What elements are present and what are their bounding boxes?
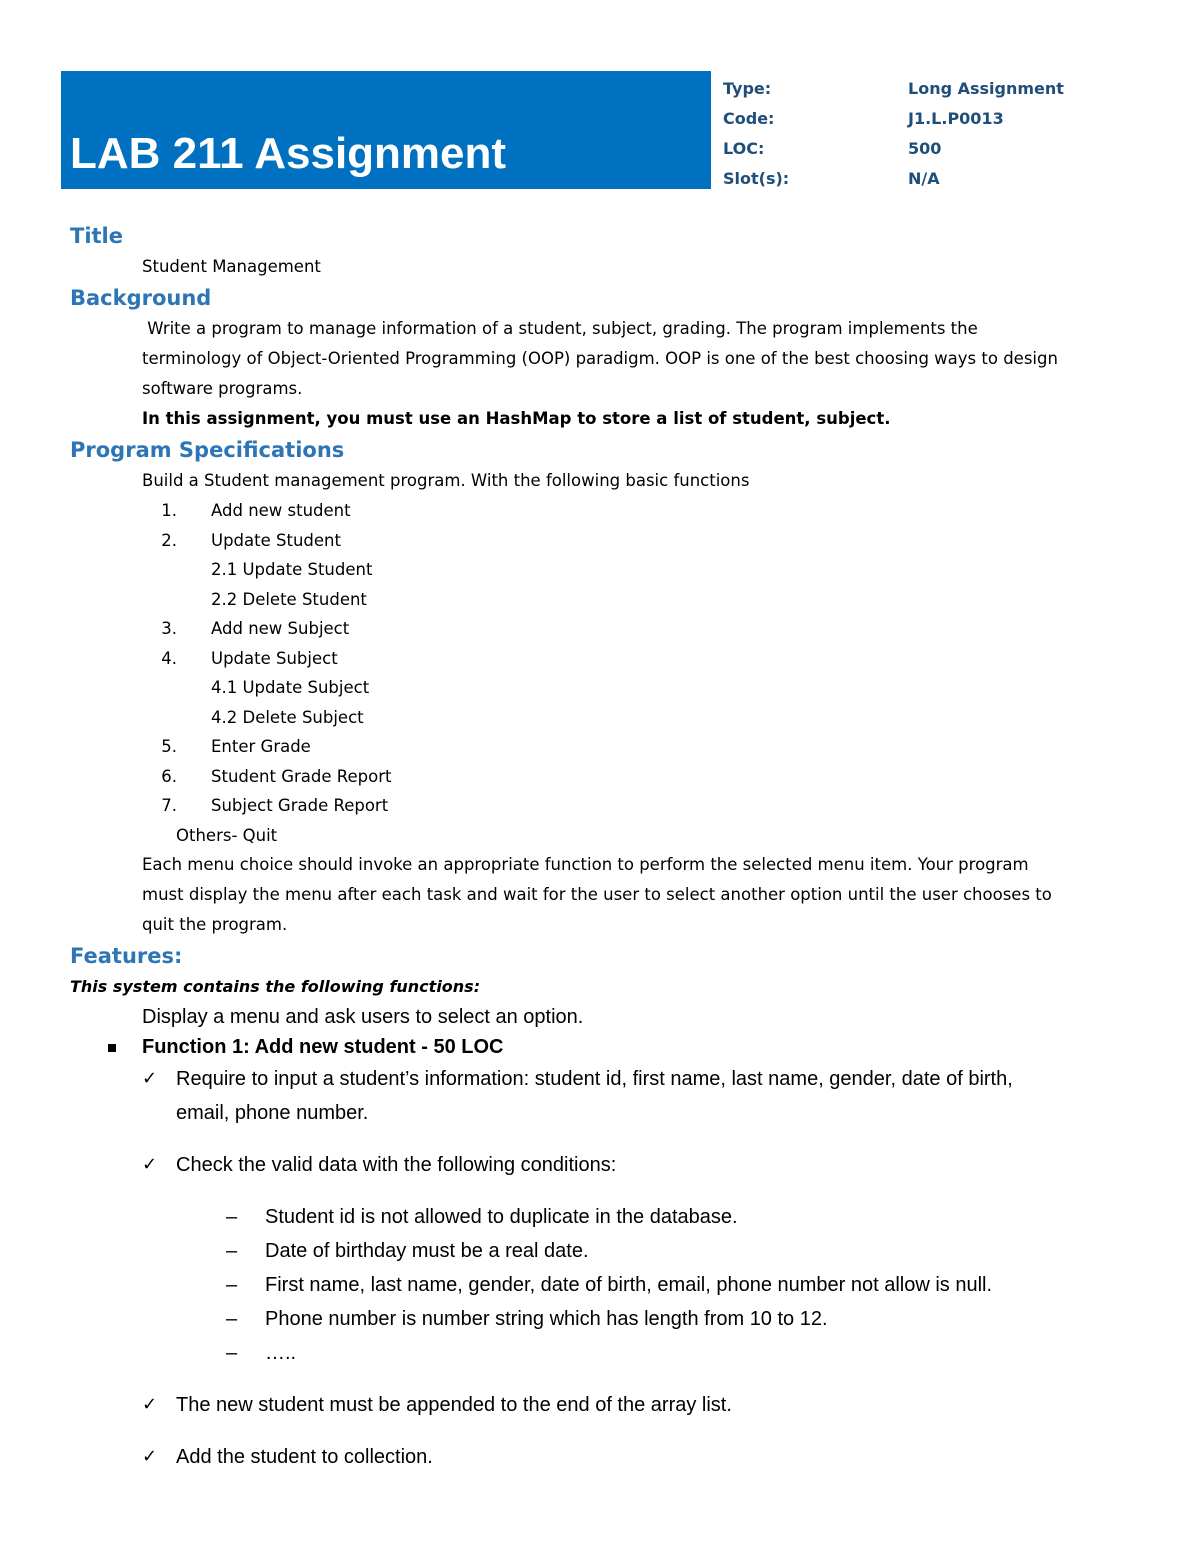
section-heading-spec: Program Specifications — [70, 438, 345, 462]
background-line: software programs. — [142, 379, 303, 398]
dash-bullet-icon: – — [226, 1240, 238, 1262]
list-number: 6. — [161, 766, 177, 786]
function-1-item — [70, 1032, 1150, 1062]
meta-value: J1.L.P0013 — [908, 109, 1004, 128]
list-label: Add new student — [211, 501, 351, 520]
background-emphasis: In this assignment, you must use an HashMap to store a list of student, subject. — [142, 409, 891, 428]
others-quit-item: Others- Quit — [176, 825, 278, 845]
features-caption: This system contains the following functions: — [70, 977, 481, 996]
meta-label: Code: — [723, 109, 775, 128]
list-number: 4. — [161, 648, 177, 668]
sub-list-item: 2.2 Delete Student — [211, 589, 367, 609]
list-number: 5. — [161, 737, 177, 756]
background-line: Write a program to manage information of a student, subject, grading. The program implements the — [142, 319, 978, 338]
spec-intro: Build a Student management program. With the following basic functions — [142, 471, 750, 490]
assignment-meta — [723, 74, 1143, 194]
square-bullet-icon — [108, 1044, 116, 1052]
list-label: Student Grade Report — [211, 766, 392, 786]
title-text: Student Management — [142, 257, 321, 276]
sub-list-item: 4.2 Delete Subject — [211, 707, 364, 727]
condition-item — [70, 1268, 1150, 1302]
sub-list-item: 2.1 Update Student — [211, 560, 373, 579]
list-item — [142, 762, 1150, 792]
condition-item — [70, 1200, 1150, 1234]
check-item-validation — [70, 1148, 1150, 1182]
meta-row-code — [723, 104, 1143, 134]
check-item-append — [70, 1388, 1150, 1422]
require-line: email, phone number. — [176, 1102, 369, 1124]
checkmark-icon: ✓ — [142, 1068, 158, 1089]
list-item — [142, 791, 1150, 821]
require-line: Require to input a student’s information: student id, first name, last name, gender, date of birth, — [176, 1068, 1013, 1090]
list-number: 1. — [161, 501, 177, 520]
list-item — [142, 614, 1150, 644]
spec-closing-line: must display the menu after each task and wait for the user to select another option until the user chooses to — [142, 885, 1052, 904]
function-list — [142, 496, 1150, 850]
menu-text: Display a menu and ask users to select an option. — [142, 1006, 584, 1028]
add-text: Add the student to collection. — [176, 1446, 433, 1468]
meta-value: Long Assignment — [908, 79, 1064, 98]
check-item-add — [70, 1440, 1150, 1474]
meta-row-slots — [723, 164, 1143, 194]
dash-bullet-icon: – — [226, 1206, 238, 1228]
checkmark-icon: ✓ — [142, 1394, 158, 1415]
list-label: Enter Grade — [211, 737, 311, 756]
check-item-require — [70, 1062, 1150, 1130]
condition-item — [70, 1234, 1150, 1268]
spec-closing-line: quit the program. — [142, 915, 288, 934]
spec-closing-line: Each menu choice should invoke an appropriate function to perform the selected menu item. Your program — [142, 855, 1029, 874]
list-label: Update Subject — [211, 648, 338, 668]
spec-closing — [142, 850, 1150, 940]
condition-text: ….. — [265, 1342, 297, 1364]
meta-label: LOC: — [723, 139, 765, 158]
checkmark-icon: ✓ — [142, 1154, 158, 1175]
section-heading-background: Background — [70, 286, 212, 310]
meta-value: N/A — [908, 169, 940, 188]
meta-row-type — [723, 74, 1143, 104]
condition-item — [70, 1336, 1150, 1370]
dash-bullet-icon: – — [226, 1274, 238, 1296]
list-item — [142, 644, 1150, 674]
list-label: Subject Grade Report — [211, 796, 389, 815]
condition-text: First name, last name, gender, date of birth, email, phone number not allow is null. — [265, 1274, 993, 1296]
list-item — [142, 526, 1150, 556]
meta-value: 500 — [908, 139, 942, 158]
condition-text: Date of birthday must be a real date. — [265, 1240, 589, 1262]
meta-row-loc — [723, 134, 1143, 164]
list-item — [142, 496, 1150, 526]
document-title: LAB 211 Assignment — [70, 129, 507, 178]
sub-list-item: 4.1 Update Subject — [211, 678, 370, 697]
section-heading-features: Features: — [70, 944, 183, 968]
meta-label: Slot(s): — [723, 169, 790, 188]
background-line: terminology of Object-Oriented Programming (OOP) paradigm. OOP is one of the best choosing ways to design — [142, 349, 1058, 368]
list-number: 2. — [161, 530, 177, 550]
background-paragraph — [142, 314, 1150, 434]
list-label: Update Student — [211, 530, 341, 550]
list-label: Add new Subject — [211, 619, 350, 638]
list-item — [142, 732, 1150, 762]
checkmark-icon: ✓ — [142, 1446, 158, 1467]
condition-item — [70, 1302, 1150, 1336]
list-number: 3. — [161, 619, 177, 638]
meta-label: Type: — [723, 79, 772, 98]
condition-text: Student id is not allowed to duplicate in the database. — [265, 1206, 738, 1228]
dash-bullet-icon: – — [226, 1308, 238, 1330]
section-heading-title: Title — [70, 224, 124, 248]
spec-block — [142, 466, 1150, 496]
list-number: 7. — [161, 796, 177, 815]
document-body — [70, 220, 1150, 1474]
check-label: Check the valid data with the following conditions: — [176, 1154, 617, 1176]
condition-text: Phone number is number string which has length from 10 to 12. — [265, 1308, 828, 1330]
dash-bullet-icon: – — [226, 1342, 238, 1364]
function-1-label: Function 1: Add new student - 50 LOC — [142, 1036, 504, 1058]
append-text: The new student must be appended to the end of the array list. — [176, 1394, 732, 1416]
